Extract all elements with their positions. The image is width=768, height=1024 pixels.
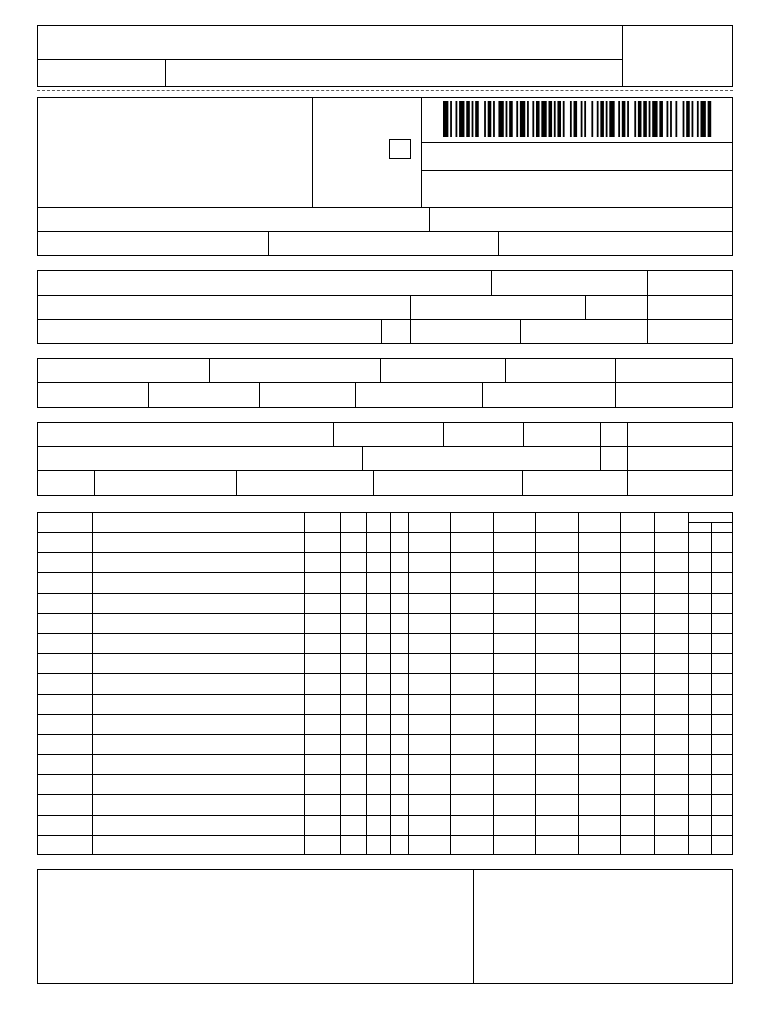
barcode-bar bbox=[584, 101, 586, 137]
table-subheader-line bbox=[688, 522, 733, 523]
barcode-bar bbox=[541, 101, 546, 137]
table-row bbox=[37, 613, 733, 614]
barcode-bar bbox=[509, 101, 513, 137]
table-column-divider bbox=[535, 512, 536, 855]
b4-v1 bbox=[209, 358, 210, 382]
table-column-divider bbox=[620, 512, 621, 855]
barcode-bar bbox=[667, 101, 669, 137]
b3-v2 bbox=[647, 270, 648, 344]
table-row bbox=[37, 653, 733, 654]
barcode-bar bbox=[506, 101, 508, 137]
barcode-bar bbox=[532, 101, 534, 137]
header-subdivider bbox=[165, 59, 166, 87]
table-row bbox=[37, 734, 733, 735]
barcode-bar bbox=[563, 101, 565, 137]
b5-v6 bbox=[362, 446, 363, 470]
b5-v4 bbox=[600, 422, 601, 470]
table-row bbox=[37, 754, 733, 755]
table-row bbox=[37, 815, 733, 816]
bottom-divider bbox=[473, 869, 474, 984]
barcode-bar bbox=[597, 101, 599, 137]
b5-v9 bbox=[373, 470, 374, 496]
row-line-1 bbox=[37, 207, 733, 208]
table-column-divider bbox=[450, 512, 451, 855]
b3-v6 bbox=[520, 319, 521, 344]
barcode-bar bbox=[643, 101, 647, 137]
table-column-divider bbox=[340, 512, 341, 855]
barcode-bar bbox=[649, 101, 651, 137]
b3-h1 bbox=[37, 295, 733, 296]
barcode-bar bbox=[622, 101, 626, 137]
barcode-bar bbox=[634, 101, 636, 137]
table-row bbox=[37, 532, 733, 533]
checkbox[interactable] bbox=[389, 139, 411, 159]
b5-v10 bbox=[522, 470, 523, 496]
table-row bbox=[37, 794, 733, 795]
barcode-bar bbox=[536, 101, 540, 137]
b4-v7 bbox=[355, 382, 356, 408]
table-column-divider bbox=[688, 512, 689, 855]
table-row bbox=[37, 835, 733, 836]
barcode-bar bbox=[600, 101, 604, 137]
barcode-bar bbox=[700, 101, 705, 137]
barcode-bar bbox=[570, 101, 572, 137]
b5-v7 bbox=[94, 470, 95, 496]
barcode-bar bbox=[472, 101, 474, 137]
barcode-bar bbox=[456, 101, 458, 137]
b4-v3 bbox=[505, 358, 506, 382]
barcode-bar bbox=[466, 101, 470, 137]
table-row bbox=[37, 593, 733, 594]
table-row bbox=[37, 694, 733, 695]
barcode-bar bbox=[443, 101, 448, 137]
bottom-box bbox=[37, 869, 733, 984]
barcode-bar bbox=[557, 101, 561, 137]
barcode-bar bbox=[683, 101, 685, 137]
table-row bbox=[37, 714, 733, 715]
header-divider-h bbox=[37, 59, 622, 60]
table-column-divider bbox=[390, 512, 391, 855]
barcode-bar bbox=[488, 101, 492, 137]
barcode-image bbox=[443, 101, 713, 137]
barcode-bar bbox=[459, 101, 464, 137]
row-divider-b bbox=[268, 231, 269, 256]
sender-divider-1 bbox=[312, 97, 313, 207]
table-row bbox=[37, 633, 733, 634]
row-divider-c bbox=[498, 231, 499, 256]
barcode-bar bbox=[708, 101, 712, 137]
table-row bbox=[37, 572, 733, 573]
barcode-bar bbox=[609, 101, 614, 137]
table-column-divider bbox=[654, 512, 655, 855]
b3-h2 bbox=[37, 319, 733, 320]
b3-v4 bbox=[585, 295, 586, 319]
barcode-bar bbox=[493, 101, 495, 137]
b3-v1 bbox=[491, 270, 492, 295]
barcode-bar bbox=[591, 101, 593, 137]
barcode-bar bbox=[618, 101, 620, 137]
table-column-divider bbox=[92, 512, 93, 855]
barcode-bar bbox=[697, 101, 699, 137]
barcode-bar bbox=[548, 101, 552, 137]
b5-v3 bbox=[523, 422, 524, 446]
barcode-bar bbox=[581, 101, 583, 137]
b3-v3 bbox=[410, 295, 411, 344]
block-3 bbox=[37, 270, 733, 344]
items-table bbox=[37, 512, 733, 855]
table-row bbox=[37, 774, 733, 775]
barcode-bar bbox=[670, 101, 672, 137]
barcode-bar bbox=[627, 101, 629, 137]
barcode-bar bbox=[659, 101, 663, 137]
barcode-bar bbox=[516, 101, 518, 137]
header-divider-v bbox=[622, 25, 623, 87]
barcode-underline-2 bbox=[421, 170, 733, 171]
barcode-bar bbox=[498, 101, 503, 137]
barcode-bar bbox=[484, 101, 486, 137]
b5-v2 bbox=[443, 422, 444, 446]
b5-v1 bbox=[333, 422, 334, 446]
table-column-divider bbox=[304, 512, 305, 855]
b4-v8 bbox=[482, 382, 483, 408]
table-column-divider bbox=[711, 522, 712, 855]
barcode-bar bbox=[652, 101, 657, 137]
table-row bbox=[37, 673, 733, 674]
barcode-bar bbox=[527, 101, 529, 137]
b5-h2 bbox=[37, 470, 733, 471]
b3-v5 bbox=[381, 319, 382, 344]
barcode-bar bbox=[554, 101, 556, 137]
b4-v5 bbox=[148, 382, 149, 408]
b4-v4 bbox=[615, 358, 616, 408]
barcode-bar bbox=[638, 101, 642, 137]
b4-h1 bbox=[37, 382, 733, 383]
barcode-bar bbox=[686, 101, 690, 137]
b4-v6 bbox=[259, 382, 260, 408]
b5-v5 bbox=[627, 422, 628, 496]
row-divider-a bbox=[429, 207, 430, 231]
barcode-bar bbox=[475, 101, 479, 137]
header-box bbox=[37, 25, 733, 87]
barcode-bar bbox=[692, 101, 694, 137]
table-column-divider bbox=[493, 512, 494, 855]
sender-divider-2 bbox=[421, 97, 422, 207]
row-line-2 bbox=[37, 231, 733, 232]
tear-line bbox=[37, 90, 733, 91]
block-4 bbox=[37, 358, 733, 408]
barcode-underline bbox=[421, 142, 733, 143]
barcode-bar bbox=[574, 101, 578, 137]
barcode-bar bbox=[675, 101, 677, 137]
table-column-divider bbox=[408, 512, 409, 855]
table-column-divider bbox=[578, 512, 579, 855]
b5-v8 bbox=[236, 470, 237, 496]
barcode-bar bbox=[606, 101, 608, 137]
table-row bbox=[37, 552, 733, 553]
barcode-bar bbox=[520, 101, 525, 137]
b4-v2 bbox=[380, 358, 381, 382]
table-column-divider bbox=[366, 512, 367, 855]
barcode-bar bbox=[450, 101, 452, 137]
block-5 bbox=[37, 422, 733, 496]
b5-h1 bbox=[37, 446, 733, 447]
